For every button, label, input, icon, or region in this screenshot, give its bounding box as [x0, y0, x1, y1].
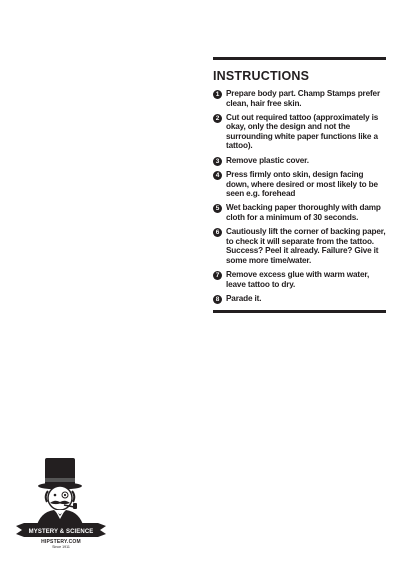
- step-item: [213, 227, 386, 265]
- step-number-badge: 5: [213, 204, 222, 213]
- top-hat-gentleman-icon: [14, 456, 108, 552]
- bottom-divider: [213, 310, 386, 313]
- step-text: Remove excess glue with warm water, leave tattoo to dry.: [226, 269, 370, 289]
- top-divider: [213, 57, 386, 60]
- step-item: [213, 294, 386, 304]
- step-text: Prepare body part. Champ Stamps prefer clean, hair free skin.: [226, 89, 381, 108]
- logo-url-text: HIPSTERY.COM: [41, 539, 81, 545]
- step-number-badge: 7: [213, 271, 222, 280]
- logo-since-text: Since 1911: [52, 545, 70, 549]
- step-number-badge: 4: [213, 171, 222, 180]
- step-number-badge: 8: [213, 295, 222, 304]
- instructions-panel: [213, 57, 386, 313]
- step-text: Press firmly onto skin, design facing down, where desired or most likely to be seen e.g. forehead: [226, 170, 378, 199]
- logo-banner-text: MYSTERY & SCIENCE: [28, 529, 94, 535]
- step-text: Wet backing paper thoroughly with damp cloth for a minimum of 30 seconds.: [226, 203, 381, 222]
- step-number-badge: 1: [213, 90, 222, 99]
- step-number-badge: 2: [213, 114, 222, 123]
- step-text: Remove plastic cover.: [226, 155, 309, 165]
- step-item: [213, 170, 386, 199]
- mystery-science-logo: [14, 456, 108, 552]
- step-item: [213, 113, 386, 151]
- step-number-badge: 6: [213, 228, 222, 237]
- step-item: [213, 203, 386, 222]
- step-number-badge: 3: [213, 157, 222, 166]
- instructions-heading: INSTRUCTIONS: [213, 69, 310, 83]
- step-text: Parade it.: [226, 293, 262, 303]
- step-text: Cut out required tattoo (approximately is okay, only the design and not the surrounding white paper functions like a tattoo).: [226, 112, 379, 151]
- step-item: [213, 89, 386, 108]
- step-text: Cautiously lift the corner of backing paper, to check it will separate from the tattoo. Success? Peel it already. Failure? Give it some more time/water.: [226, 227, 386, 265]
- step-item: [213, 156, 386, 166]
- step-item: [213, 270, 386, 289]
- instruction-steps: [213, 89, 386, 304]
